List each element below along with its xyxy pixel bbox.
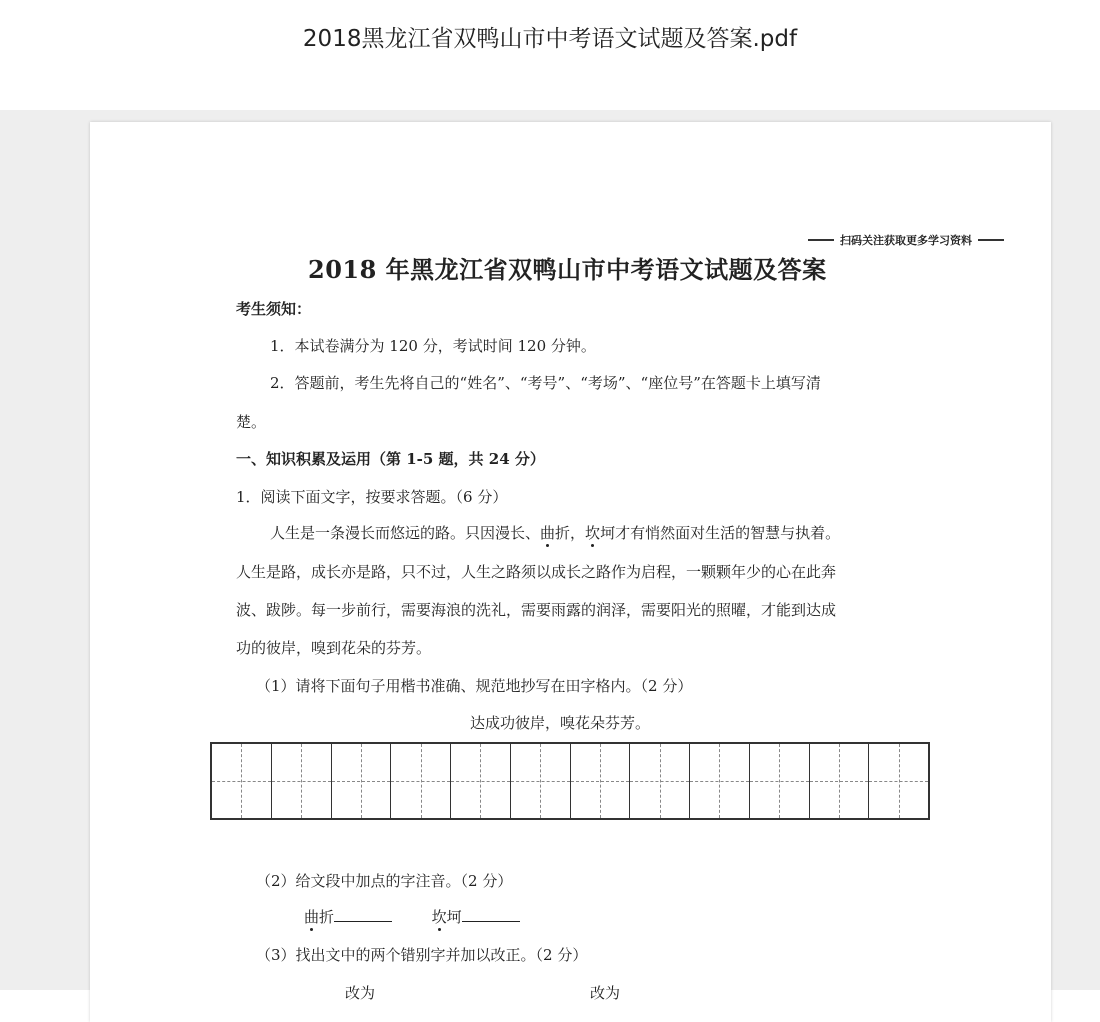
dotted-char: 曲 — [540, 524, 556, 542]
passage-text: 人生是一条漫长而悠远的路。只因漫长、 — [270, 524, 541, 542]
passage-text: 坷才有悄然面对生活的智慧与执着。 — [600, 524, 841, 542]
answer-blank[interactable] — [334, 907, 392, 922]
word-char: 折 — [319, 908, 335, 926]
banner-text: 扫码关注获取更多学习资料 — [840, 234, 972, 247]
answer-blank[interactable] — [462, 907, 520, 922]
notice-item-2: 2．答题前，考生先将自己的“姓名”、“考号”、“考场”、“座位号”在答题卡上填写清 — [270, 374, 821, 392]
passage-text: 折， — [555, 524, 586, 542]
dotted-char: 曲 — [304, 908, 320, 926]
banner-dash-right — [978, 239, 1004, 241]
qr-banner — [808, 232, 1004, 248]
correction-change-2: 改为 — [590, 984, 621, 1002]
passage-line-4: 功的彼岸，嗅到花朵的芬芳。 — [236, 639, 432, 657]
copy-sentence: 达成功彼岸，嗅花朵芬芳。 — [470, 714, 651, 732]
tianzige-grid — [210, 742, 930, 820]
passage-line-2: 人生是路，成长亦是路，只不过，人生之路须以成长之路作为启程，一颗颗年少的心在此奔 — [236, 563, 837, 581]
grid-cell — [451, 744, 511, 818]
grid-cell — [750, 744, 810, 818]
grid-cell — [212, 744, 272, 818]
grid-cell — [630, 744, 690, 818]
pdf-viewer[interactable] — [0, 110, 1100, 1002]
dotted-char: 坎 — [585, 524, 601, 542]
notice-item-1: 1．本试卷满分为 120 分，考试时间 120 分钟。 — [270, 337, 596, 355]
grid-cell — [571, 744, 631, 818]
pdf-page — [90, 122, 1051, 1022]
notice-item-2-cont: 楚。 — [236, 413, 267, 431]
grid-cell — [272, 744, 332, 818]
question-1: 1．阅读下面文字，按要求答题。（6 分） — [236, 488, 508, 506]
grid-cell — [332, 744, 392, 818]
correction-change-1: 改为 — [345, 984, 376, 1002]
dotted-char: 坎 — [431, 908, 447, 926]
grid-cell — [511, 744, 571, 818]
question-1-1: （1）请将下面句子用楷书准确、规范地抄写在田字格内。（2 分） — [256, 677, 693, 695]
exam-title: 2018 年黑龙江省双鸭山市中考语文试题及答案 — [308, 255, 827, 284]
notice-heading: 考生须知： — [236, 300, 312, 318]
grid-cell — [690, 744, 750, 818]
section-heading-1: 一、知识积累及运用（第 1-5 题，共 24 分） — [236, 450, 545, 468]
banner-dash-left — [808, 239, 834, 241]
passage-line-3: 波、跋陟。每一步前行，需要海浪的洗礼，需要雨露的润泽，需要阳光的照曜，才能到达成 — [236, 601, 837, 619]
grid-cell — [391, 744, 451, 818]
question-1-3: （3）找出文中的两个错别字并加以改正。（2 分） — [256, 946, 588, 964]
word-char: 坷 — [446, 908, 462, 926]
grid-cell — [810, 744, 870, 818]
question-1-2: （2）给文段中加点的字注音。（2 分） — [256, 872, 513, 890]
document-filename: 2018黑龙江省双鸭山市中考语文试题及答案.pdf — [302, 26, 798, 52]
grid-cell — [869, 744, 928, 818]
passage-line-1 — [270, 522, 840, 543]
pinyin-answer-row — [304, 906, 520, 927]
title-bar — [0, 0, 1100, 110]
